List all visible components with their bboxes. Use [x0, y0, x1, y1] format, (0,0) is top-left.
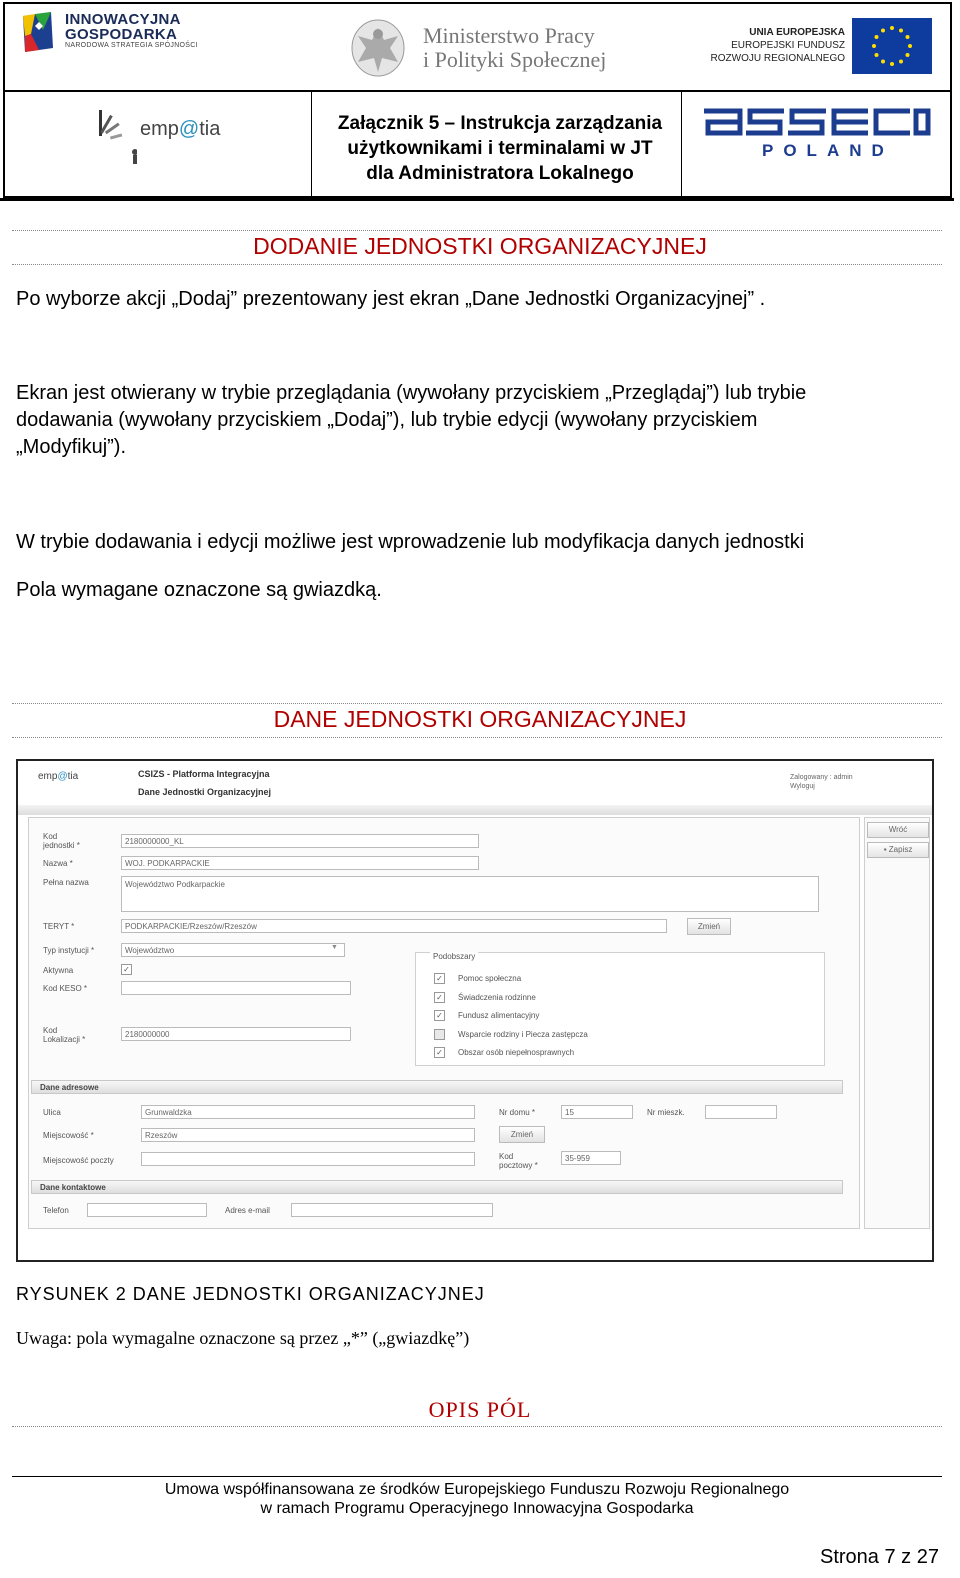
figure-screenshot [16, 759, 934, 1262]
logged-in-label: Zalogowany : admin [790, 774, 853, 781]
label-line: Kod [43, 832, 58, 841]
empatia-at: @ [57, 771, 68, 782]
podobszar-checkbox[interactable]: ✓ [434, 992, 445, 1003]
label-line: pocztowy * [499, 1161, 538, 1170]
footer-rule [12, 1476, 942, 1477]
podobszar-label: Fundusz alimentacyjny [458, 1011, 540, 1020]
empatia-part: tia [199, 118, 221, 140]
pelna-nazwa-textarea[interactable]: Województwo Podkarpackie [121, 876, 819, 912]
label-line: jednostki * [43, 841, 80, 850]
podobszar-label: Świadczenia rodzinne [458, 992, 536, 1002]
nr-domu-label: Nr domu * [499, 1108, 536, 1117]
empatia-at: @ [178, 118, 200, 140]
attachment-title-line: Załącznik 5 – Instrukcja zarządzania [337, 113, 663, 134]
kod-jednostki-field[interactable]: 2180000000_KL [121, 834, 479, 848]
ig-line-3: NARODOWA STRATEGIA SPÓJNOŚCI [65, 42, 198, 49]
podobszary-title: Podobszary [430, 952, 478, 961]
kod-keso-label: Kod KESO * [43, 984, 88, 993]
nr-mieszkania-label: Nr mieszk. [647, 1108, 685, 1117]
paragraph-line: „Modyfikuj”). [16, 436, 127, 458]
eu-line-3: ROZWOJU REGIONALNEGO [710, 53, 845, 64]
app-subtitle: Dane Jednostki Organizacyjnej [138, 787, 272, 797]
paragraph: Po wyborze akcji „Dodaj” prezentowany jest ekran „Dane Jednostki Organizacyjnej” . [16, 288, 766, 310]
side-actions [864, 817, 930, 1229]
section-heading: DANE JEDNOSTKI ORGANIZACYJNEJ [273, 706, 687, 732]
eu-flag-icon [852, 18, 932, 74]
podobszar-label: Pomoc społeczna [458, 974, 522, 983]
nazwa-label: Nazwa * [43, 859, 73, 868]
save-button[interactable] [867, 842, 929, 858]
header-bottom-rule [0, 198, 954, 201]
heading-rule [12, 1426, 942, 1427]
document-header [3, 2, 952, 198]
teryt-change-button[interactable]: Zmień [687, 918, 731, 935]
label-line: Kod [499, 1152, 514, 1161]
miejscowosc-change-button[interactable]: Zmień [499, 1126, 545, 1143]
empatia-logo-icon [97, 108, 137, 168]
asseco-poland-text: POLAND [762, 141, 894, 160]
teryt-label: TERYT * [43, 922, 75, 931]
aktywna-checkbox[interactable]: ✓ [121, 964, 132, 975]
typ-instytucji-label: Typ instytucji * [43, 946, 95, 955]
toolbar-strip [18, 805, 932, 815]
ulica-label: Ulica [43, 1108, 61, 1117]
attachment-title-line: użytkownikami i terminalami w JT [347, 138, 653, 159]
page-number: Strona 7 z 27 [820, 1546, 939, 1568]
typ-instytucji-select[interactable]: Województwo [121, 943, 345, 957]
eagle-emblem-icon [348, 18, 408, 78]
paragraph-line: dodawania (wywołany przyciskiem „Dodaj”), lub trybie edycji (wywołany przyciskiem [16, 409, 758, 431]
eu-logo-text [705, 26, 845, 65]
kod-pocztowy-label [499, 1152, 538, 1170]
header-divider [311, 90, 312, 198]
aktywna-label: Aktywna [43, 966, 74, 975]
empatia-logo-text [140, 118, 220, 141]
nazwa-field[interactable]: WOJ. PODKARPACKIE [121, 856, 479, 870]
heading-rule [12, 703, 942, 704]
label-line: Lokalizacji * [43, 1035, 86, 1044]
podobszar-label: Wsparcie rodziny i Piecza zastępcza [458, 1029, 588, 1039]
telefon-label: Telefon [43, 1206, 69, 1215]
address-section-header: Dane adresowe [31, 1080, 843, 1094]
eu-line-1: UNIA EUROPEJSKA [749, 27, 845, 38]
save-button-label: Zapisz [888, 845, 913, 854]
ministry-logo-text [423, 24, 606, 72]
kod-lokalizacji-field[interactable]: 2180000000 [121, 1027, 351, 1041]
logout-link[interactable]: Wyloguj [790, 783, 815, 790]
miejscowosc-poczty-field[interactable] [141, 1152, 475, 1166]
save-icon: ▪ [883, 845, 889, 854]
figure-caption: RYSUNEK 2 DANE JEDNOSTKI ORGANIZACYJNEJ [16, 1284, 485, 1304]
ig-logo-text [65, 12, 181, 42]
heading-rule [12, 737, 942, 738]
miejscowosc-label: Miejscowość * [43, 1131, 94, 1140]
paragraph: Pola wymagane oznaczone są gwiazdką. [16, 579, 382, 601]
app-title: CSIZS - Platforma Integracyjna [138, 769, 270, 779]
kod-jednostki-label [43, 832, 80, 850]
ulica-field[interactable]: Grunwaldzka [141, 1105, 475, 1119]
footer-text [0, 1480, 954, 1518]
user-info [790, 773, 853, 791]
unit-form [28, 817, 860, 1229]
empatia-part: emp [38, 771, 58, 782]
paragraph [16, 380, 946, 461]
nr-mieszkania-field[interactable] [705, 1105, 777, 1119]
podobszar-checkbox[interactable]: ✓ [434, 973, 445, 984]
empatia-part: tia [67, 771, 79, 782]
kod-lokalizacji-label [43, 1026, 85, 1044]
opis-pol-heading: OPIS PÓL [428, 1397, 532, 1422]
kod-pocztowy-field[interactable]: 35-959 [561, 1151, 621, 1165]
heading-rule [12, 230, 942, 231]
telefon-field[interactable] [87, 1203, 207, 1217]
nr-domu-field[interactable]: 15 [561, 1105, 633, 1119]
attachment-title [315, 111, 685, 186]
footer-line: Umowa współfinansowana ze środków Europejskiego Funduszu Rozwoju Regionalnego [164, 1481, 790, 1498]
podobszary-group [415, 952, 825, 1066]
teryt-field[interactable]: PODKARPACKIE/Rzeszów/Rzeszów [121, 919, 667, 933]
asseco-logo [700, 107, 932, 137]
ministry-line-1: Ministerstwo Pracy [423, 23, 595, 48]
podobszar-checkbox[interactable]: ✓ [434, 1010, 445, 1021]
contact-section-header: Dane kontaktowe [31, 1180, 843, 1194]
email-field[interactable] [291, 1203, 493, 1217]
ig-line-2: GOSPODARKA [65, 26, 178, 43]
mini-empatia-logo [38, 771, 78, 782]
heading-rule [12, 264, 942, 265]
kod-keso-field[interactable] [121, 981, 351, 995]
podobszar-label: Obszar osób niepełnosprawnych [458, 1048, 575, 1057]
innowacyjna-gospodarka-logo [21, 12, 55, 52]
paragraph-line: Ekran jest otwierany w trybie przeglądania (wywołany przyciskiem „Przeglądaj”) lub trybie [16, 382, 807, 404]
miejscowosc-poczty-label: Miejscowość poczty [43, 1156, 114, 1165]
eu-line-2: EUROPEJSKI FUNDUSZ [731, 40, 845, 51]
podobszar-checkbox[interactable] [434, 1029, 445, 1040]
footer-line: w ramach Programu Operacyjnego Innowacyjna Gospodarka [260, 1500, 694, 1517]
section-heading: DODANIE JEDNOSTKI ORGANIZACYJNEJ [253, 233, 707, 259]
ig-line-1: INNOWACYJNA [65, 11, 181, 28]
chevron-down-icon[interactable]: ▼ [331, 944, 338, 951]
empatia-part: emp [140, 118, 179, 140]
miejscowosc-field[interactable]: Rzeszów [141, 1128, 475, 1142]
podobszar-checkbox[interactable]: ✓ [434, 1047, 445, 1058]
ministry-line-2: i Polityki Społecznej [423, 47, 607, 72]
note-text: Uwaga: pola wymagalne oznaczone są przez „*” („gwiazdkę”) [16, 1328, 470, 1348]
pelna-nazwa-label: Pełna nazwa [43, 878, 89, 887]
label-line: Kod [43, 1026, 58, 1035]
email-label: Adres e-mail [225, 1206, 270, 1215]
paragraph: W trybie dodawania i edycji możliwe jest wprowadzenie lub modyfikacja danych jednostki [16, 531, 805, 553]
back-button[interactable]: Wróć [867, 822, 929, 838]
attachment-title-line: dla Administratora Lokalnego [366, 163, 634, 184]
